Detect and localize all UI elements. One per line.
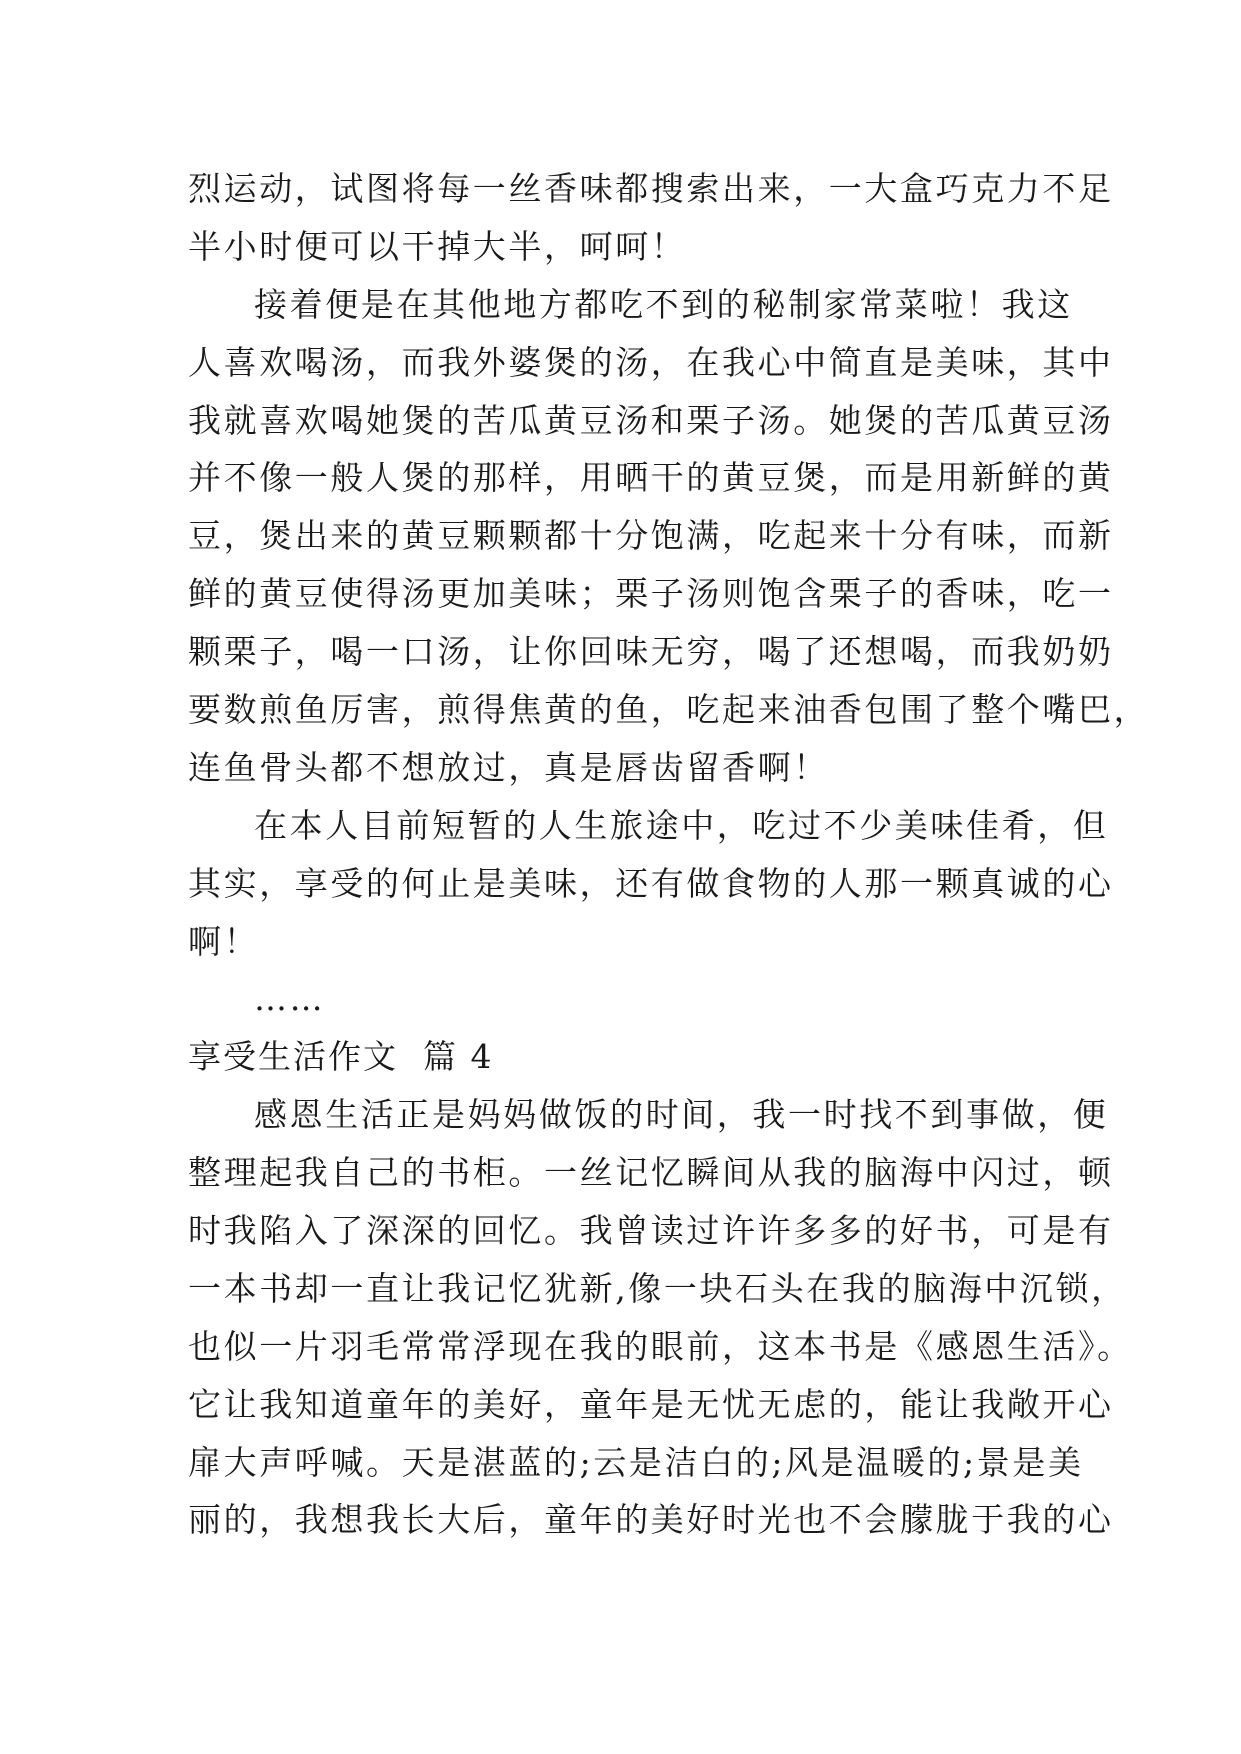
text-line: 也似一片羽毛常常浮现在我的眼前，这本书是《感恩生活》。	[188, 1326, 1133, 1366]
section-heading: 享受生活作文 篇 4	[188, 1037, 494, 1077]
document-page	[188, 160, 1150, 1549]
text-line: 整理起我自己的书柜。一丝记忆瞬间从我的脑海中闪过，顿	[188, 1153, 1114, 1193]
text-line: 半小时便可以干掉大半，呵呵！	[188, 226, 687, 266]
text-line: 一本书却一直让我记忆犹新,像一块石头在我的脑海中沉锁，	[188, 1268, 1127, 1308]
text-line: 我就喜欢喝她煲的苦瓜黄豆汤和栗子汤。她煲的苦瓜黄豆汤	[188, 400, 1114, 440]
paragraph	[188, 1086, 1133, 1549]
text-line: 时我陷入了深深的回忆。我曾读过许许多多的好书，可是有	[188, 1211, 1114, 1251]
paragraph	[188, 160, 1114, 276]
ellipsis-line: ……	[254, 979, 326, 1019]
text-line: 其实，享受的何止是美味，还有做食物的人那一颗真诚的心	[188, 863, 1114, 903]
text-line: 接着便是在其他地方都吃不到的秘制家常菜啦！我这	[254, 284, 1073, 324]
paragraph	[188, 276, 1150, 797]
text-line: 人喜欢喝汤，而我外婆煲的汤，在我心中简直是美味，其中	[188, 342, 1114, 382]
text-line: 连鱼骨头都不想放过，真是唇齿留香啊！	[188, 747, 829, 787]
text-line: 丽的，我想我长大后，童年的美好时光也不会朦胧于我的心	[188, 1500, 1114, 1540]
text-line: 烈运动，试图将每一丝香味都搜索出来，一大盒巧克力不足	[188, 169, 1114, 208]
text-line: 颗栗子，喝一口汤，让你回味无穷，喝了还想喝，而我奶奶	[188, 632, 1114, 672]
text-line: 并不像一般人煲的那样，用晒干的黄豆煲，而是用新鲜的黄	[188, 458, 1114, 498]
text-line: 感恩生活正是妈妈做饭的时间，我一时找不到事做，便	[254, 1095, 1109, 1135]
paragraph	[188, 797, 1114, 971]
text-line: 豆，煲出来的黄豆颗颗都十分饱满，吃起来十分有味，而新	[188, 516, 1114, 556]
text-line: 啊！	[188, 921, 260, 961]
text-line: 鲜的黄豆使得汤更加美味；栗子汤则饱含栗子的香味，吃一	[188, 574, 1114, 614]
text-line: 要数煎鱼厉害，煎得焦黄的鱼，吃起来油香包围了整个嘴巴，	[188, 690, 1150, 730]
text-line: 在本人目前短暂的人生旅途中，吃过不少美味佳肴，但	[254, 805, 1109, 845]
paragraph	[188, 970, 1068, 1028]
text-line: 扉大声呼喊。天是湛蓝的;云是洁白的;风是温暖的;景是美	[188, 1442, 1084, 1482]
text-line: 它让我知道童年的美好，童年是无忧无虑的，能让我敞开心	[188, 1384, 1114, 1424]
